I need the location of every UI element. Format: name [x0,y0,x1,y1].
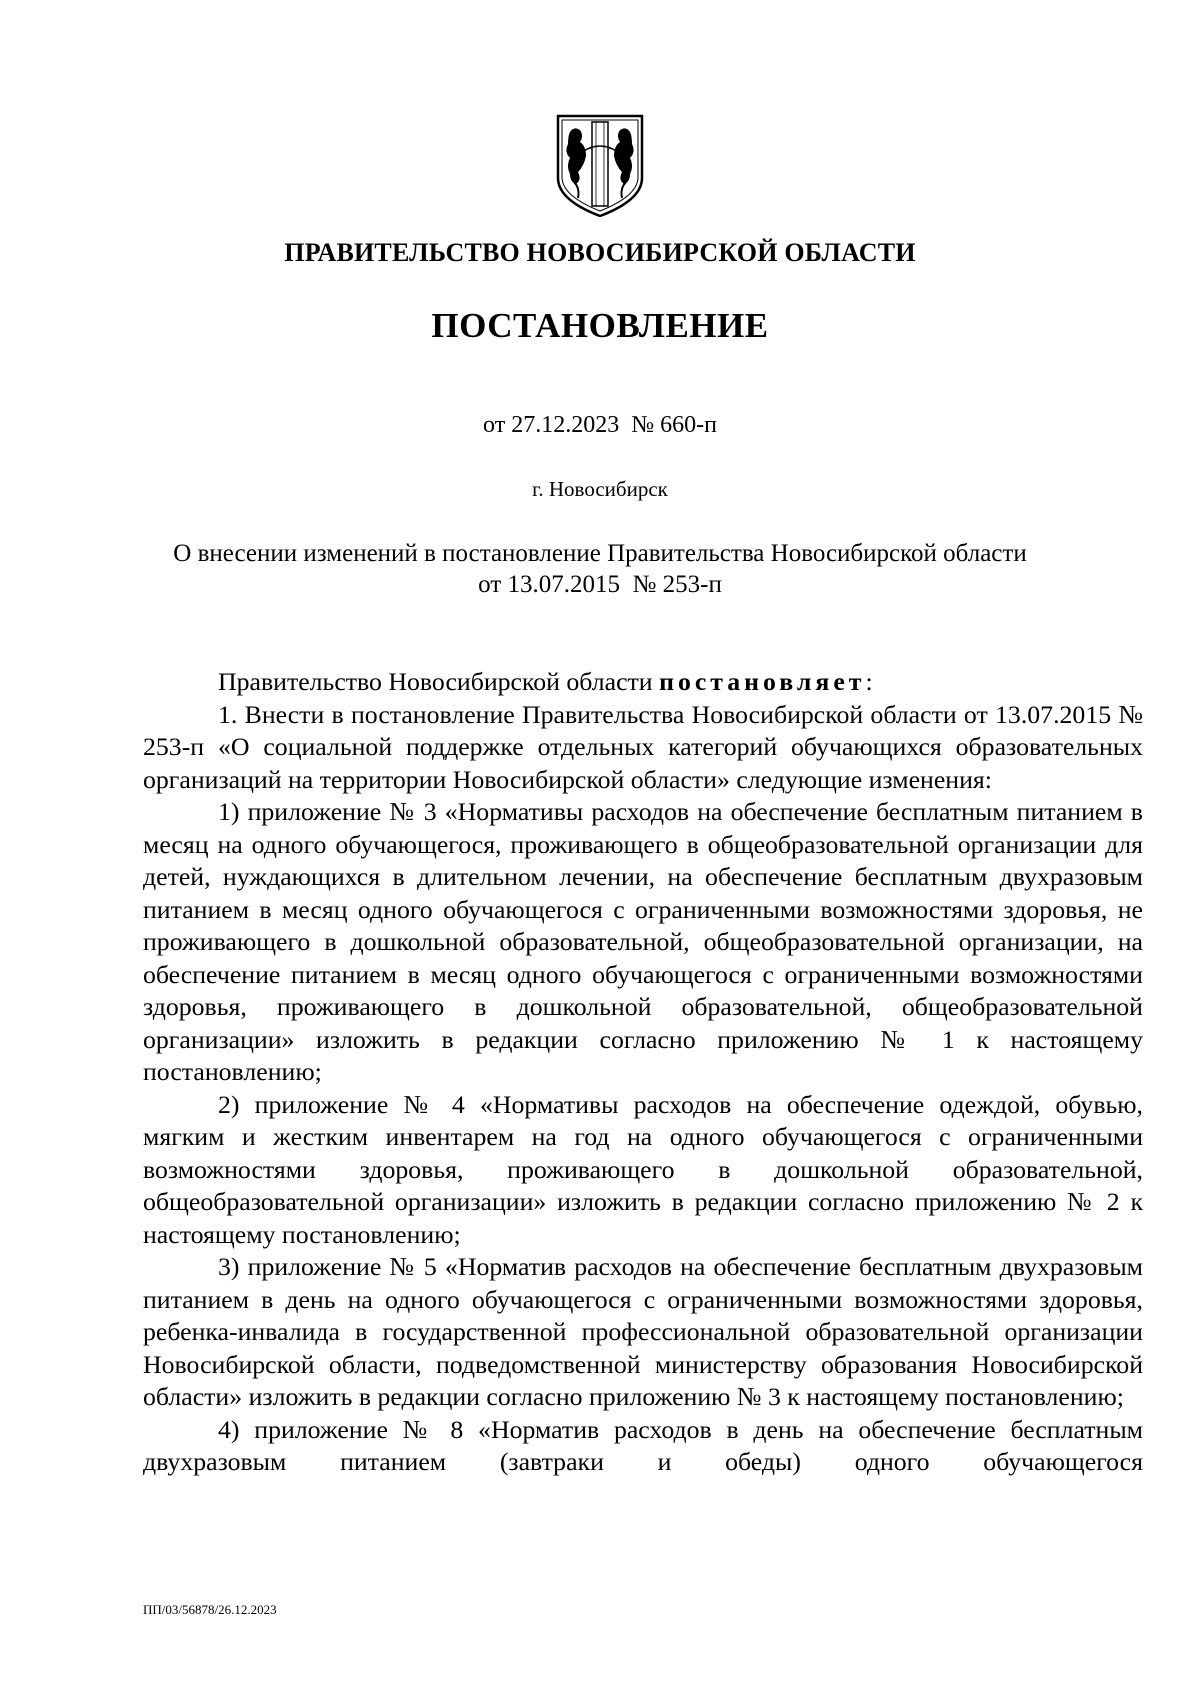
date-number-line: от 27.12.2023 № 660-п [483,412,717,438]
intro-colon: : [865,667,873,696]
document-type-heading: ПОСТАНОВЛЕНИЕ [431,306,769,345]
intro-resolves: постановляет [659,667,866,696]
intro-paragraph [143,666,1143,699]
paragraph-1: 1. Внести в постановление Правительства Новосибирской области от 13.07.2015 № 253-п «О социальной поддержке отдельных категорий обучающихся образовательных организаций на территории Новосибирской области» следующие изменения: [143,699,1143,794]
coat-of-arms-icon [552,112,648,220]
list-item-1: 1) приложение № 3 «Нормативы расходов на обеспечение бесплатным питанием в месяц на одного обучающегося, проживающего в общеобразовательной организации для детей, нуждающихся в длительном лечении, на обеспечение бесплатным двухразовым питанием в месяц одного обучающегося с ограниченными возможностями здоровья, не проживающего в дошкольной образовательной, общеобразовательной организации, на обеспечение питанием в месяц одного обучающегося с ограниченными возможностями здоровья, проживающего в дошкольной образовательной, общеобразовательной организации» изложить в редакции согласно приложению № 1 к настоящему постановлению; [143,797,1143,1086]
subject-line-2: от 13.07.2015 № 253-п [478,571,722,598]
document-body [143,666,1143,1479]
city-line: г. Новосибирск [532,477,668,501]
list-item-3: 3) приложение № 5 «Норматив расходов на обеспечение бесплатным двухразовым питанием в день на одного обучающегося с ограниченными возможностями здоровья, ребенка-инвалида в государственной профессиональной образовательной организации Новосибирской области, подведомственной министерству образования Новосибирской области» изложить в редакции согласно приложению № 3 к настоящему постановлению; [143,1252,1143,1411]
subject-block [0,538,1200,600]
organization-title: ПРАВИТЕЛЬСТВО НОВОСИБИРСКОЙ ОБЛАСТИ [284,238,916,267]
footer-code: ПП/03/56878/26.12.2023 [143,1602,277,1617]
intro-text: Правительство Новосибирской области [218,667,660,696]
subject-line-1: О внесении изменений в постановление Правительства Новосибирской области [173,540,1027,567]
list-item-2: 2) приложение № 4 «Нормативы расходов на обеспечение одеждой, обувью, мягким и жестким инвентарем на год на одного обучающегося с ограниченными возможностями здоровья, проживающего в дошкольной образовательной, общеобразовательной организации» изложить в редакции согласно приложению № 2 к настоящему постановлению; [143,1089,1143,1249]
list-item-4: 4) приложение № 8 «Норматив расходов в день на обеспечение бесплатным двухразовым питанием (завтраки и обеды) одного обучающегося [143,1414,1143,1476]
